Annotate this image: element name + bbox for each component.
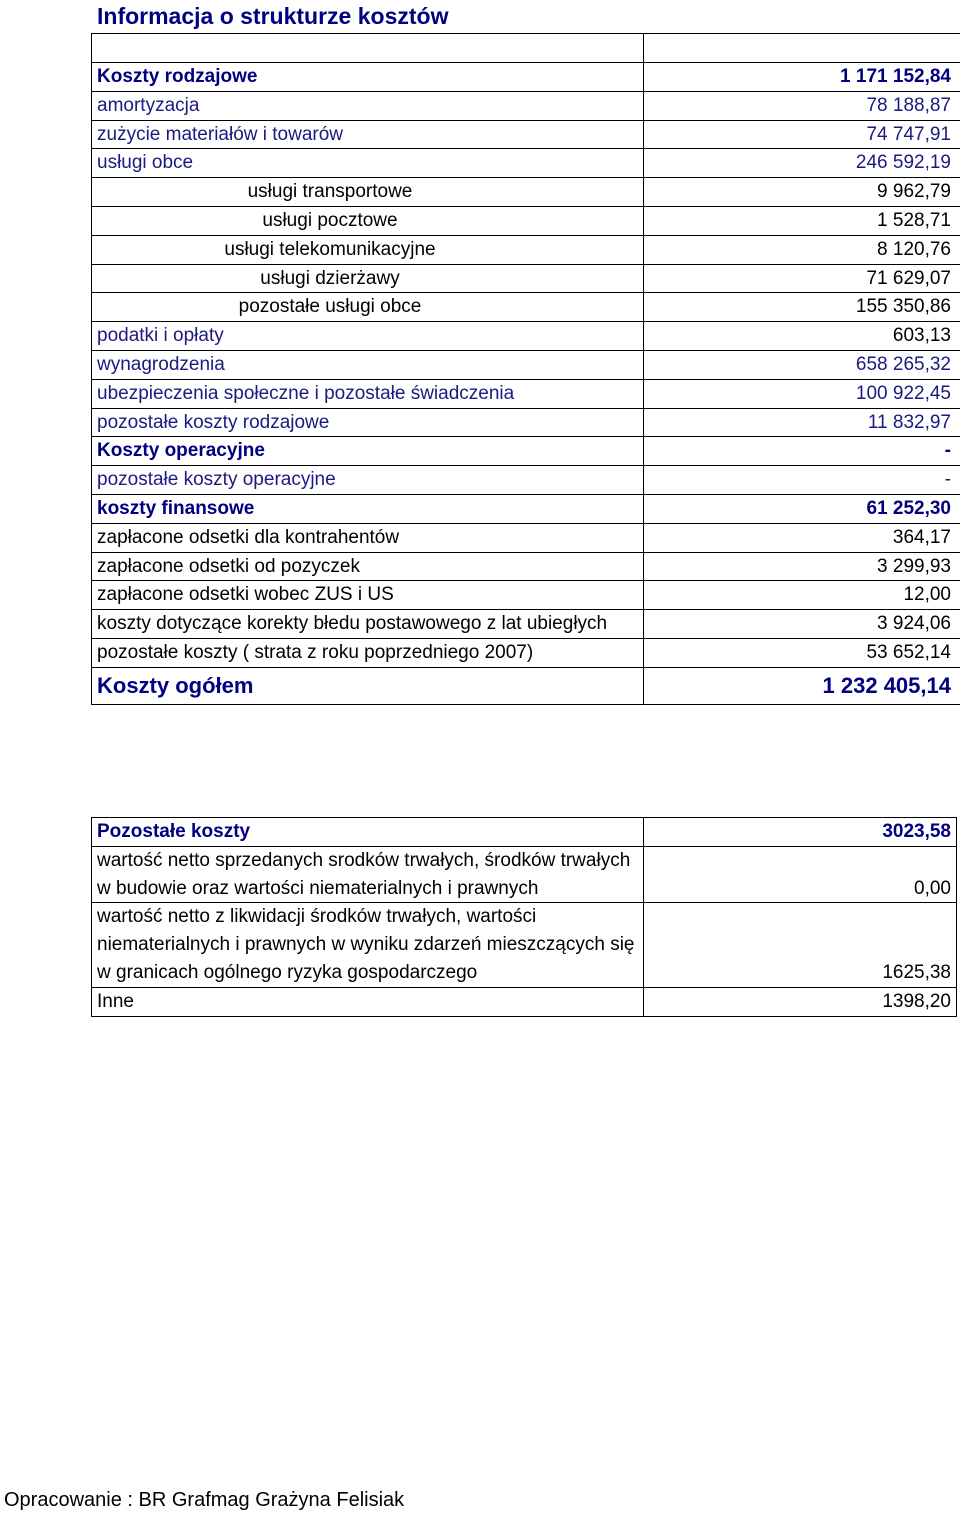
row-value: 12,00 (644, 581, 960, 610)
total-label: Koszty ogółem (92, 667, 644, 704)
row-label: pozostałe koszty ( strata z roku poprzedniego 2007) (92, 638, 644, 667)
table-row (92, 466, 960, 495)
row-label: wartość netto z likwidacji środków trwałych, wartości niematerialnych i prawnych w wyniku zdarzeń mieszczących się w granicach ogólnego ryzyka gospodarczego (92, 903, 644, 987)
row-label: usługi dzierżawy (92, 264, 644, 293)
table-row (92, 178, 960, 207)
table-row (92, 494, 960, 523)
table-row (92, 638, 960, 667)
header-cell-empty (644, 34, 960, 63)
other-costs-table (91, 817, 957, 1017)
table-row (92, 206, 960, 235)
row-value: 100 922,45 (644, 379, 960, 408)
row-value: 603,13 (644, 322, 960, 351)
row-value: 61 252,30 (644, 494, 960, 523)
table-row (92, 235, 960, 264)
table-row (92, 581, 960, 610)
other-costs-header-row (92, 818, 957, 847)
row-value: - (644, 437, 960, 466)
row-value: 155 350,86 (644, 293, 960, 322)
row-value: 0,00 (644, 846, 957, 903)
row-value: - (644, 466, 960, 495)
row-value: 74 747,91 (644, 120, 960, 149)
row-value: 1 171 152,84 (644, 63, 960, 92)
table-row (92, 264, 960, 293)
table-row (92, 379, 960, 408)
other-costs-header-label: Pozostałe koszty (92, 818, 644, 847)
table-row (92, 350, 960, 379)
row-label: Koszty operacyjne (92, 437, 644, 466)
row-value: 1 528,71 (644, 206, 960, 235)
table-row (92, 987, 957, 1016)
page-title: Informacja o strukturze kosztów (97, 3, 449, 29)
row-label: zapłacone odsetki wobec ZUS i US (92, 581, 644, 610)
table-row (92, 437, 960, 466)
row-label: wartość netto sprzedanych srodków trwałych, środków trwałych w budowie oraz wartości niematerialnych i prawnych (92, 846, 644, 903)
row-label: pozostałe koszty operacyjne (92, 466, 644, 495)
table-row (92, 120, 960, 149)
other-costs-header-value: 3023,58 (644, 818, 957, 847)
row-label: ubezpieczenia społeczne i pozostałe świadczenia (92, 379, 644, 408)
row-value: 78 188,87 (644, 91, 960, 120)
table-row (92, 903, 957, 987)
row-value: 71 629,07 (644, 264, 960, 293)
row-value: 246 592,19 (644, 149, 960, 178)
total-row (92, 667, 960, 704)
table-row (92, 63, 960, 92)
row-value: 364,17 (644, 523, 960, 552)
row-label: Koszty rodzajowe (92, 63, 644, 92)
row-value: 53 652,14 (644, 638, 960, 667)
table-row (92, 408, 960, 437)
row-value: 11 832,97 (644, 408, 960, 437)
table-row (92, 846, 957, 903)
row-label: usługi telekomunikacyjne (92, 235, 644, 264)
footer-credit: Opracowanie : BR Grafmag Grażyna Felisiak (4, 1489, 405, 1511)
table-row (92, 610, 960, 639)
table-row (92, 523, 960, 552)
row-label: zapłacone odsetki dla kontrahentów (92, 523, 644, 552)
row-label: podatki i opłaty (92, 322, 644, 351)
row-label: koszty finansowe (92, 494, 644, 523)
row-label: pozostałe usługi obce (92, 293, 644, 322)
row-label: pozostałe koszty rodzajowe (92, 408, 644, 437)
table-row (92, 293, 960, 322)
row-label: koszty dotyczące korekty błedu postawowego z lat ubiegłych (92, 610, 644, 639)
table-row (92, 552, 960, 581)
row-value: 1625,38 (644, 903, 957, 987)
row-label: usługi transportowe (92, 178, 644, 207)
row-label: wynagrodzenia (92, 350, 644, 379)
row-value: 3 299,93 (644, 552, 960, 581)
row-value: 8 120,76 (644, 235, 960, 264)
row-value: 1398,20 (644, 987, 957, 1016)
row-label: Inne (92, 987, 644, 1016)
row-label: zużycie materiałów i towarów (92, 120, 644, 149)
cost-structure-table (91, 33, 960, 705)
table-row (92, 149, 960, 178)
total-value: 1 232 405,14 (644, 667, 960, 704)
header-cell-empty (92, 34, 644, 63)
row-label: amortyzacja (92, 91, 644, 120)
row-value: 658 265,32 (644, 350, 960, 379)
table-header-row (92, 34, 960, 63)
row-value: 3 924,06 (644, 610, 960, 639)
table-row (92, 91, 960, 120)
row-label: usługi obce (92, 149, 644, 178)
row-label: zapłacone odsetki od pozyczek (92, 552, 644, 581)
row-value: 9 962,79 (644, 178, 960, 207)
row-label: usługi pocztowe (92, 206, 644, 235)
table-row (92, 322, 960, 351)
